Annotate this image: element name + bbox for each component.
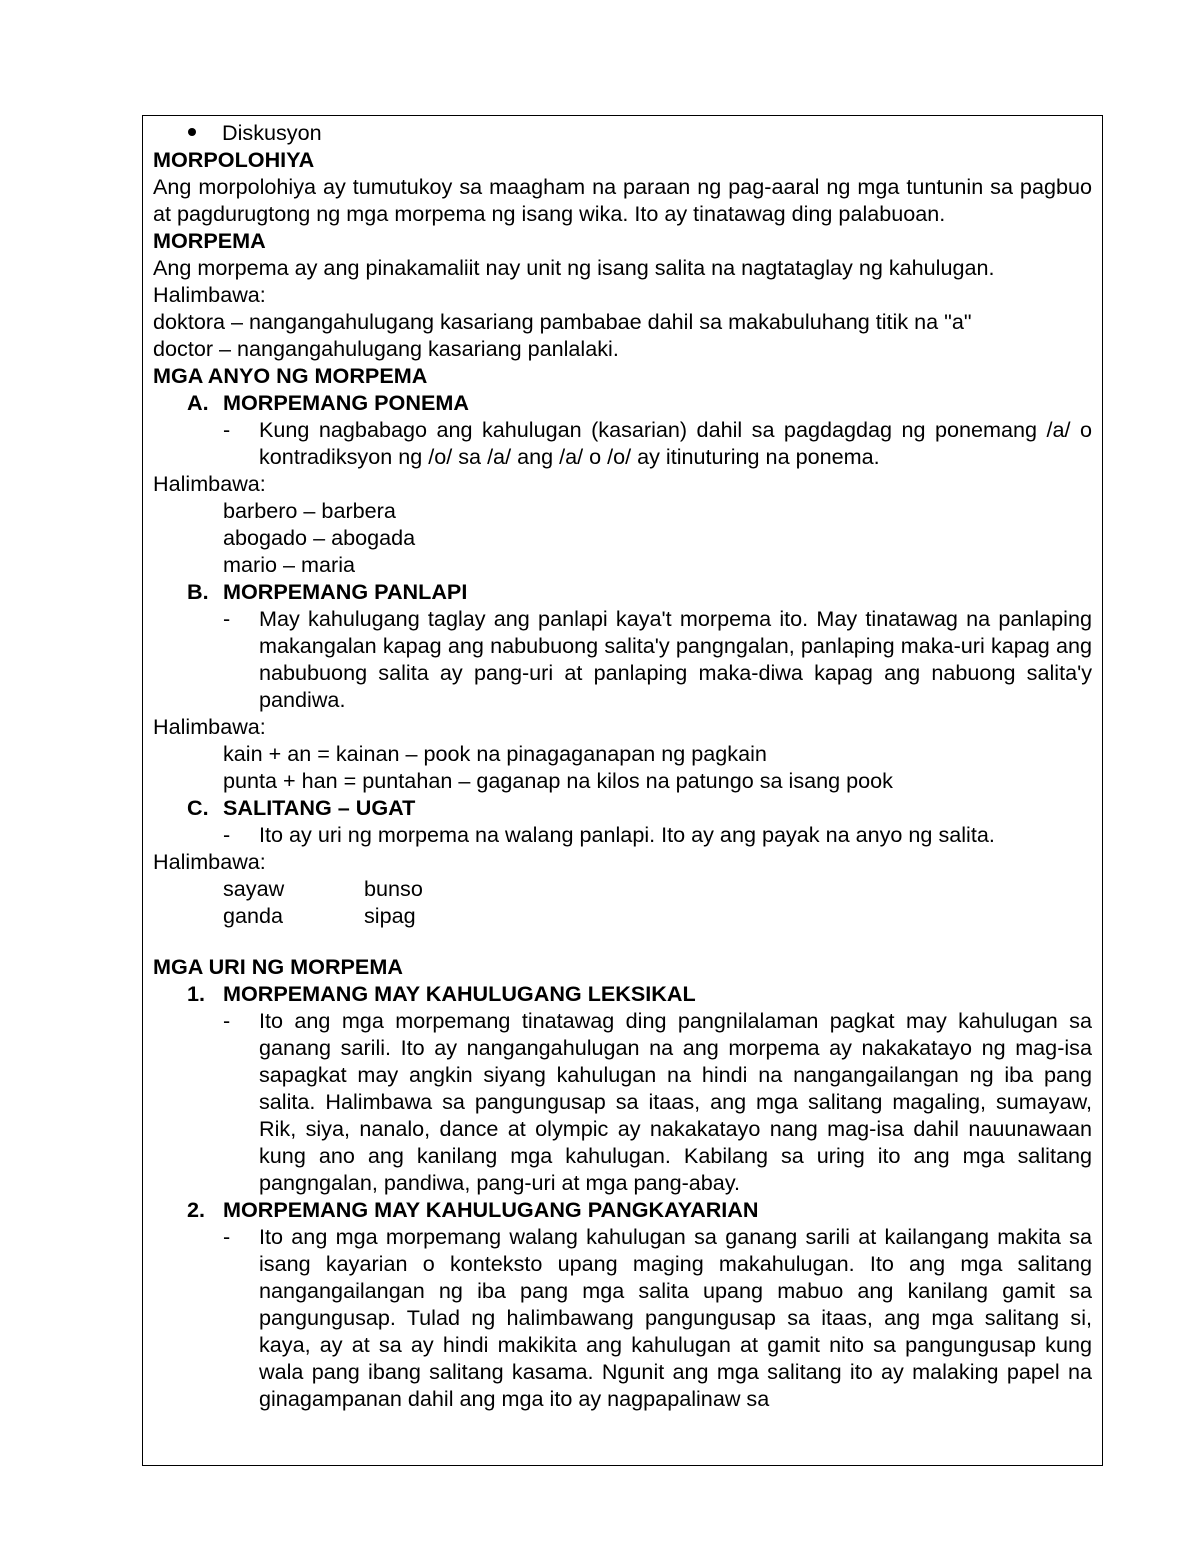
example-label: Halimbawa: xyxy=(153,714,266,739)
dash-item xyxy=(153,1223,1092,1412)
dash-marker: - xyxy=(223,1224,231,1249)
heading-mga-uri: MGA URI NG MORPEMA xyxy=(153,954,403,979)
example-word: sayaw xyxy=(223,876,285,901)
subheading-text: MORPEMANG PANLAPI xyxy=(223,579,468,604)
dash-item xyxy=(153,821,1092,848)
example-line: doctor – nangangahulugang kasariang panlalaki. xyxy=(153,336,619,361)
heading-morpolohiya: MORPOLOHIYA xyxy=(153,147,315,172)
dash-item xyxy=(153,416,1092,470)
subheading-text: MORPEMANG MAY KAHULUGANG LEKSIKAL xyxy=(223,981,696,1006)
subheading-1 xyxy=(153,980,1092,1007)
example-line: doktora – nangangahulugang kasariang pambabae dahil sa makabuluhang titik na "a" xyxy=(153,309,972,334)
paragraph-morpolohiya: Ang morpolohiya ay tumutukoy sa maagham na paraan ng pag-aaral ng mga tuntunin sa pagbuo at pagdurugtong ng mga morpema ng isang wika. Ito ay tinatawag ding palabuoan. xyxy=(153,174,1092,226)
example-word: ganda xyxy=(223,903,284,928)
example-line: barbero – barbera xyxy=(223,498,396,523)
dash-paragraph: Ito ang mga morpemang walang kahulugan sa ganang sarili at kailangang makita sa isang kayarian o konteksto upang maging makahulugan. Ito ang mga salitang nangangailangan ng iba pang mga salita upang mabuo ang kanilang gamit sa pangungusap. Tulad ng halimbawang pangungusap sa itaas, ang mga salitang si, kaya, ay at sa ay hindi makikita ang kahulugan at gamit nito sa pangungusap kung wala pang ibang salitang kasama. Ngunit ang mga salitang ito ay malaking papel na ginagampanan dahil ang mga ito ay nagpapalinaw sa xyxy=(259,1224,1092,1411)
dash-paragraph: Kung nagbabago ang kahulugan (kasarian) dahil sa pagdagdag ng ponemang /a/ o kontradiksyon ng /o/ sa /a/ ang /a/ o /o/ ay itinuturing na ponema. xyxy=(259,417,1092,469)
list-marker: C. xyxy=(187,795,209,820)
bullet-label: Diskusyon xyxy=(222,120,322,145)
example-line: mario – maria xyxy=(223,552,355,577)
subheading-b xyxy=(153,578,1092,605)
bullet-icon xyxy=(188,128,196,136)
example-word: bunso xyxy=(364,876,423,901)
subheading-text: MORPEMANG PONEMA xyxy=(223,390,469,415)
example-word-pair xyxy=(153,902,1092,929)
example-word-pair xyxy=(153,875,1092,902)
list-marker: B. xyxy=(187,579,209,604)
example-line: abogado – abogada xyxy=(223,525,416,550)
example-label: Halimbawa: xyxy=(153,849,266,874)
dash-marker: - xyxy=(223,822,231,847)
example-label: Halimbawa: xyxy=(153,282,266,307)
subheading-2 xyxy=(153,1196,1092,1223)
list-marker: 1. xyxy=(187,981,206,1006)
dash-paragraph: May kahulugang taglay ang panlapi kaya't morpema ito. May tinatawag na panlaping makangalan kapag ang nabubuong salita'y pangngalan, panlaping maka-uri kapag ang nabubuong salita ay pang-uri at panlaping maka-diwa kapag ang nabuong salita'y pandiwa. xyxy=(259,606,1092,712)
document-table-cell xyxy=(142,115,1103,1466)
dash-item xyxy=(153,1007,1092,1196)
dash-marker: - xyxy=(223,606,231,631)
heading-morpema: MORPEMA xyxy=(153,228,266,253)
paragraph-morpema: Ang morpema ay ang pinakamaliit nay unit ng isang salita na nagtataglay ng kahulugan. xyxy=(153,255,995,280)
spacer xyxy=(153,929,1092,953)
subheading-text: MORPEMANG MAY KAHULUGANG PANGKAYARIAN xyxy=(223,1197,759,1222)
dash-marker: - xyxy=(223,417,231,442)
dash-item xyxy=(153,605,1092,713)
heading-mga-anyo: MGA ANYO NG MORPEMA xyxy=(153,363,428,388)
document-content xyxy=(153,119,1092,1412)
dash-paragraph: Ito ay uri ng morpema na walang panlapi. Ito ay ang payak na anyo ng salita. xyxy=(259,822,995,847)
subheading-a xyxy=(153,389,1092,416)
bullet-item xyxy=(153,119,1092,146)
dash-paragraph: Ito ang mga morpemang tinatawag ding pangnilalaman pagkat may kahulugan sa ganang sarili. Ito ay nangangahulugan na ang morpema ay nakakatayo ng mag-isa sapagkat may angkin siyang kahulugan na hindi na nangangailangan ng iba pang salita. Halimbawa sa pangungusap sa itaas, ang mga salitang magaling, sumayaw, Rik, siya, nanalo, dance at olympic ay nakakatayo nang mag-isa dahil nauunawaan kung ano ang kanilang mga kahulugan. Kabilang sa uring ito ang mga salitang pangngalan, pandiwa, pang-uri at mga pang-abay. xyxy=(259,1008,1092,1195)
example-line: kain + an = kainan – pook na pinagaganapan ng pagkain xyxy=(223,741,767,766)
subheading-text: SALITANG – UGAT xyxy=(223,795,416,820)
example-line: punta + han = puntahan – gaganap na kilos na patungo sa isang pook xyxy=(223,768,893,793)
subheading-c xyxy=(153,794,1092,821)
example-word: sipag xyxy=(364,903,416,928)
list-marker: A. xyxy=(187,390,209,415)
list-marker: 2. xyxy=(187,1197,206,1222)
dash-marker: - xyxy=(223,1008,231,1033)
example-label: Halimbawa: xyxy=(153,471,266,496)
